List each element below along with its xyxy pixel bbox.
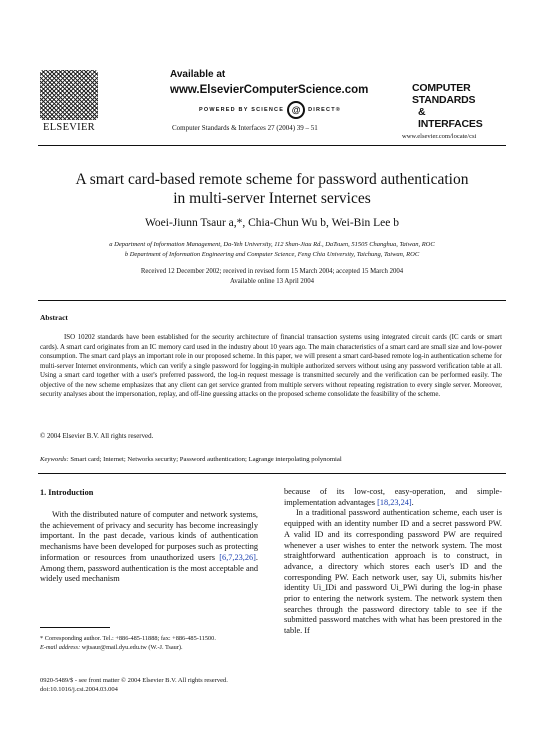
direct-text: DIRECT® [308,107,342,113]
authors: Woei-Jiunn Tsaur a,*, Chia-Chun Wu b, Wei-Bin Lee b [145,217,399,229]
email-label: E-mail address: [40,644,81,651]
powered-by-text: POWERED BY SCIENCE [199,107,285,113]
article-dates [40,267,504,287]
abstract-top-divider [38,300,506,301]
received-dates: Received 12 December 2002; received in revised form 15 March 2004; accepted 15 March 2004 [140,268,404,275]
online-date: Available online 13 April 2004 [229,278,315,285]
journal-citation: Computer Standards & Interfaces 27 (2004) 39 – 51 [172,124,318,132]
email-line [40,643,266,652]
intro-text-b: . Among them, password authentication is the most acceptable and widely used mechanism [40,552,258,584]
title-line-2: in multi-server Internet services [173,190,371,207]
affiliations [40,240,504,260]
header-divider [38,145,506,146]
keywords-label: Keywords: [40,456,69,463]
affiliation-b: b Department of Information Engineering and Computer Science, Feng Chia University, Taichung, Taiwan, ROC [124,251,420,258]
sciencedirect-url[interactable]: www.ElsevierComputerScience.com [170,84,369,96]
abstract-heading: Abstract [40,313,68,322]
intro-paragraph-2: In a traditional password authentication scheme, each user is equipped with an identity number ID and a secret password PW. A valid ID and its corresponding password PW are required whenever a user wishes to enter the network system. The most straightforward authentication approach is to construct, in advance, a directory which stores each user's ID and the corresponding PW. Each network user, say Ui, submits his/her identity Ui_IDi and password Ui_PWi during the log-in phase prior to entering the network system. The network system then searches through the password directory table to see if the submitted password matches with what has been prestored in the table. If [284,508,502,636]
intro-paragraph-1-continued [284,487,502,508]
abstract-body: ISO 10202 standards have been established for the security architecture of financial transaction systems using integrated circuit cards (IC cards or smart cards). A smart card originates from an IC memory card used in the industry about 10 years ago. The main characteristics of a smart card are small size and low-power consumption. The smart card plays an important role in our proposed scheme. In this paper, we will present a smart card-based remote log-in authentication scheme for multi-server Internet environments, which can verify a single password for logging-in multiple authorized servers without using any password verification table at all. Using a smart card together with a user's preferred password, the log-in request message is transmitted securely and the verification can be performed easily. The objective of the new scheme emphasizes that any client can get service granted from multiple servers without repeating registration to every single server. Moreover, security analyses about the impersonation, replay, and off-line guessing attacks on the proposed scheme consolidate the feasibility of the scheme. [40,334,502,398]
right-column [284,487,502,637]
journal-logo-line1: COMPUTER STANDARDS [412,82,476,106]
corresponding-author: * Corresponding author. Tel.: +886-485-11888; fax: +886-485-11500. [40,635,216,642]
left-column [40,510,258,585]
journal-logo-line2: & INTERFACES [418,106,483,130]
sciencedirect-at-icon: @ [287,101,305,119]
elsevier-logo [40,70,98,132]
issn-line: 0920-5489/$ - see front matter © 2004 Elsevier B.V. All rights reserved. [40,677,228,684]
section-heading-introduction: 1. Introduction [40,488,94,497]
citation-link[interactable]: [6,7,23,26] [219,552,256,562]
abstract-copyright: © 2004 Elsevier B.V. All rights reserved. [40,433,154,440]
article-title [40,170,504,208]
citation-link[interactable]: [18,23,24] [377,497,412,507]
front-matter [40,676,340,694]
intro-cont-text-b: . [411,497,414,507]
elsevier-wordmark: ELSEVIER [43,122,95,133]
keywords [40,456,502,463]
email-address[interactable]: wjtsaur@mail.dyu.edu.tw (W.-J. Tsaur). [81,644,183,651]
footnote-divider [40,627,110,628]
affiliation-a: a Department of Information Management, Da-Yeh University, 112 Shan-Jiau Rd., DaTsuen, 51505 Changhua, Taiwan, ROC [109,241,435,248]
abstract-bottom-divider [38,473,506,474]
intro-paragraph-1 [40,510,258,585]
powered-by-sciencedirect [199,101,341,119]
intro-cont-text-a: because of its low-cost, easy-operation, and simple-implementation advantages [284,487,502,507]
journal-logo [412,82,492,130]
available-at-label: Available at [170,69,226,80]
elsevier-tree-icon [40,70,98,120]
keywords-list: Smart card; Internet; Networks security; Password authentication; Lagrange interpolating polynomial [70,456,342,463]
journal-url[interactable]: www.elsevier.com/locate/csi [402,133,477,140]
doi-line[interactable]: doi:10.1016/j.csi.2004.03.004 [40,686,118,693]
intro-text-a: With the distributed nature of computer and network systems, the achievement of privacy and security has become increasingly important. In the past decade, various kinds of authentication mechanisms have been developed for purposes such as protecting information or resources from unauthorized users [40,510,258,562]
footnote [40,634,266,652]
title-line-1: A smart card-based remote scheme for password authentication [75,171,469,188]
